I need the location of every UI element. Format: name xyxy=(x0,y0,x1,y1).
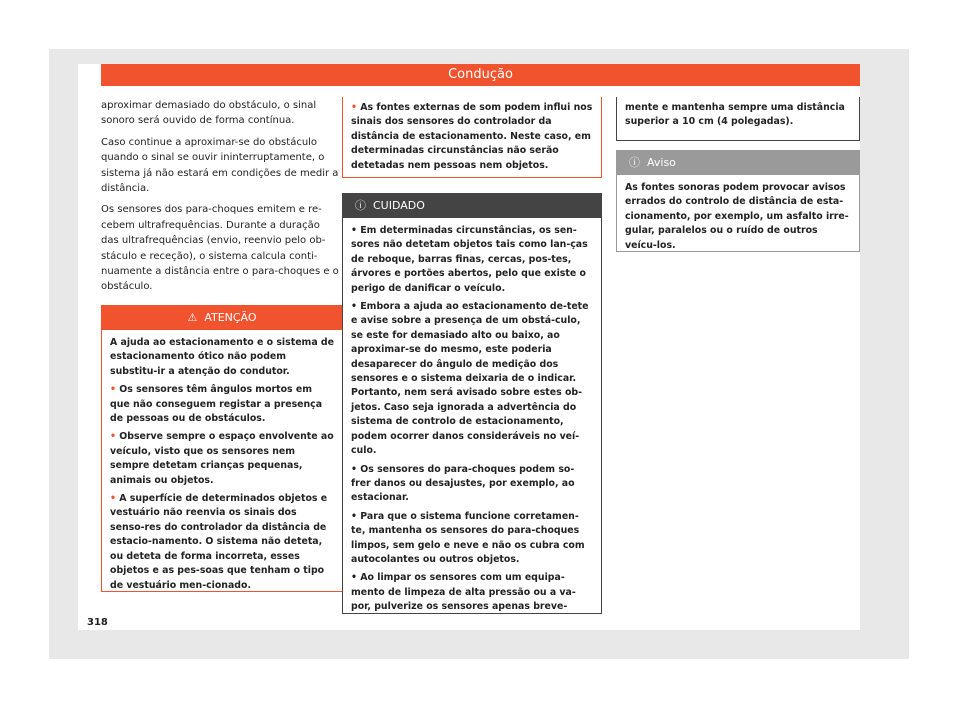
caution-body xyxy=(343,218,601,625)
warning-intro: A ajuda ao estacionamento e o sistema de estacionamento ótico não podem substitu-ir a atenção do condutor. xyxy=(110,337,334,377)
note-text: As fontes sonoras podem provocar avisos errados do controlo de distância de esta-cionamento, por exemplo, um asfalto irre-gular, paralelos ou o ruído de outros veícu-los. xyxy=(625,182,849,251)
column-1 xyxy=(101,98,339,301)
paragraph: Caso continue a aproximar-se do obstáculo quando o sinal se ouvir ininterruptamente, o sistema já não estará em condições de medir a distância. xyxy=(101,136,339,195)
paragraph: aproximar demasiado do obstáculo, o sinal sonoro será ouvido de forma contínua. xyxy=(101,100,317,127)
caution-box xyxy=(342,193,602,614)
page-number: 318 xyxy=(87,617,108,628)
continuation-body xyxy=(343,97,601,183)
warning-box xyxy=(101,305,343,592)
info-icon: ⓘ xyxy=(629,156,640,169)
page-header: Condução xyxy=(101,64,860,86)
list-item: • Os sensores têm ângulos mortos em que não conseguem registar a presença de pessoas ou de obstáculos. xyxy=(110,384,323,425)
warning-header xyxy=(102,306,342,330)
list-item: • Em determinadas circunstâncias, os sen-sores não detetam objetos tais como lan-ças de reboque, barras finas, cercas, pos-tes, árvores e portões abertos, pelo que existe o perigo de danificar o veículo. xyxy=(351,225,588,294)
note-header xyxy=(617,151,859,175)
note-box xyxy=(616,150,860,252)
caution-circle-icon: ⓘ xyxy=(355,199,366,212)
warning-body xyxy=(102,330,342,603)
warning-continuation xyxy=(342,97,602,178)
warning-title: ATENÇÃO xyxy=(204,311,257,324)
paragraph: Os sensores dos para-choques emitem e re-cebem ultrafrequências. Durante a duração das ultrafrequências (envio, reenvio pelo ob-stáculo e receção), o sistema calcula conti-nuamente a distância entre o para-choques e o obstáculo. xyxy=(101,204,339,293)
note-title: Aviso xyxy=(647,156,676,169)
list-item: • Embora a ajuda ao estacionamento de-tete e avise sobre a presença de um obstá-culo, se este for demasiado alto ou baixo, ao aproximar-se do mesmo, este poderia desaparecer do ângulo de medição dos sensores e o sistema deixaria de o indicar. Portanto, nem será avisado sobre estes ob-jetos. Caso seja ignorada a advertência do sistema de controlo de estacionamento, podem ocorrer danos consideráveis no veí-culo. xyxy=(351,301,589,457)
list-item: • Ao limpar os sensores com um equipa-mento de limpeza de alta pressão ou a va-por, pulverize os sensores apenas breve- xyxy=(351,572,576,613)
caution-title: CUIDADO xyxy=(373,199,425,212)
list-item: • As fontes externas de som podem influi nos sinais dos sensores do controlador da distância de estacionamento. Neste caso, em determinadas circunstâncias não serão detetadas nem pessoas nem objetos. xyxy=(351,102,593,171)
list-item: • Para que o sistema funcione corretamen-te, mantenha os sensores do para-choques limpos, sem gelo e neve e não os cubra com autocolantes ou outros objetos. xyxy=(351,510,585,565)
list-item: • Observe sempre o espaço envolvente ao veículo, visto que os sensores nem sempre detetam crianças pequenas, animais ou objetos. xyxy=(110,431,334,486)
list-item: • A superfície de determinados objetos e vestuário não reenvia os sinais dos senso-res do controlador da distância de estacio-namento. O sistema não deteta, ou deteta de forma incorreta, esses objetos e as pes-soas que tenham o tipo de vestuário men-cionado. xyxy=(110,493,328,591)
caution-continuation-body xyxy=(617,97,859,140)
warning-triangle-icon: ⚠ xyxy=(187,311,198,324)
list-item: • Os sensores do para-choques podem so-frer danos ou desajustes, por exemplo, ao estacionar. xyxy=(351,463,575,504)
caution-header xyxy=(343,194,601,218)
continuation-text: mente e mantenha sempre uma distância superior a 10 cm (4 polegadas). xyxy=(625,102,845,128)
note-body xyxy=(617,175,859,263)
caution-continuation xyxy=(616,97,860,141)
